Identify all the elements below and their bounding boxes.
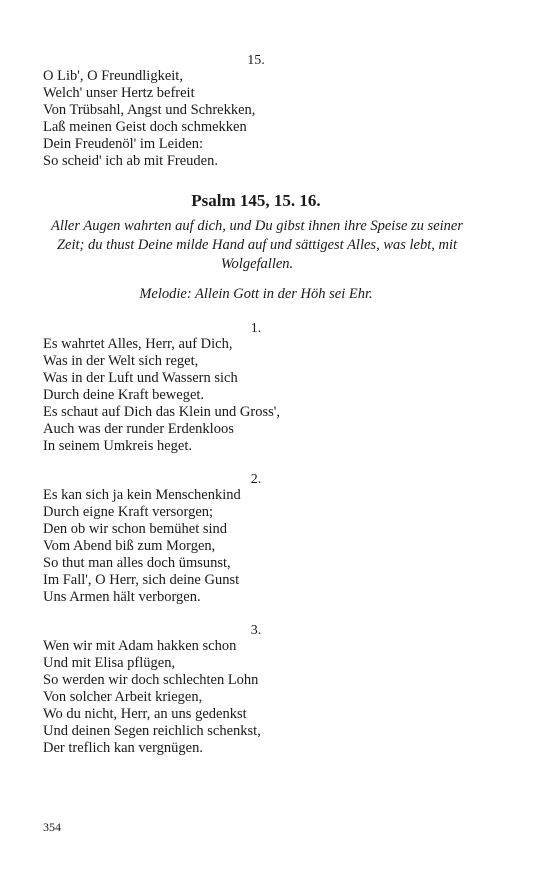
verse-line: In seinem Umkreis heget. bbox=[43, 438, 192, 454]
verse-line: Durch eigne Kraft versorgen; bbox=[43, 504, 214, 520]
verse-line: Laß meinen Geist doch schmekken bbox=[43, 119, 247, 135]
stanza-1 bbox=[43, 336, 467, 455]
verse-line: Es schaut auf Dich das Klein und Gross', bbox=[43, 404, 280, 420]
verse-line: Und deinen Segen reichlich schenkst, bbox=[43, 723, 261, 739]
verse-line: Von Trübsahl, Angst und Schrekken, bbox=[43, 102, 256, 118]
verse-line: Vom Abend biß zum Morgen, bbox=[43, 538, 216, 554]
verse-line: Wen wir mit Adam hakken schon bbox=[43, 638, 237, 654]
verse-line: Welch' unser Hertz befreit bbox=[43, 85, 195, 101]
verse-line: Es wahrtet Alles, Herr, auf Dich, bbox=[43, 336, 233, 352]
stanza-number: 1. bbox=[250, 321, 262, 336]
verse-line: Wo du nicht, Herr, an uns gedenkst bbox=[43, 706, 247, 722]
verse-line: Dein Freudenöl' im Leiden: bbox=[43, 136, 204, 152]
verse-line: Was in der Welt sich reget, bbox=[43, 353, 199, 369]
stanza-number: 2. bbox=[250, 472, 262, 487]
verse-line: Der treflich kan vergnügen. bbox=[43, 740, 203, 756]
stanza-3 bbox=[43, 638, 467, 757]
intro-line: Wolgefallen. bbox=[220, 256, 294, 272]
psalm-intro bbox=[43, 217, 471, 274]
verse-line: Auch was der runder Erdenkloos bbox=[43, 421, 234, 437]
verse-line: Den ob wir schon bemühet sind bbox=[43, 521, 228, 537]
page-number: 354 bbox=[43, 820, 61, 834]
verse-line: Durch deine Kraft beweget. bbox=[43, 387, 205, 403]
verse-line: So thut man alles doch ümsunst, bbox=[43, 555, 231, 571]
verse-line: Was in der Luft und Wassern sich bbox=[43, 370, 238, 386]
verse-line: Im Fall', O Herr, sich deine Gunst bbox=[43, 572, 240, 588]
verse-line: O Lib', O Freundligkeit, bbox=[43, 68, 183, 84]
verse-line: Es kan sich ja kein Menschenkind bbox=[43, 487, 241, 503]
psalm-title: Psalm 145, 15. 16. bbox=[191, 191, 321, 210]
verse-line: So scheid' ich ab mit Freuden. bbox=[43, 153, 218, 169]
verse-line: So werden wir doch schlechten Lohn bbox=[43, 672, 259, 688]
stanza-number: 3. bbox=[250, 623, 262, 638]
stanza-number: 15. bbox=[247, 53, 265, 68]
stanza-2 bbox=[43, 487, 467, 606]
verse-line: Von solcher Arbeit kriegen, bbox=[43, 689, 203, 705]
stanza-15 bbox=[43, 68, 467, 170]
verse-line: Und mit Elisa pflügen, bbox=[43, 655, 176, 671]
melody-line: Melodie: Allein Gott in der Höh sei Ehr. bbox=[139, 286, 373, 302]
intro-line: Zeit; du thust Deine milde Hand auf und sättigest Alles, was lebt, mit bbox=[56, 237, 458, 253]
intro-line: Aller Augen wahrten auf dich, und Du gibst ihnen ihre Speise zu seiner bbox=[51, 218, 463, 234]
verse-line: Uns Armen hält verborgen. bbox=[43, 589, 201, 605]
